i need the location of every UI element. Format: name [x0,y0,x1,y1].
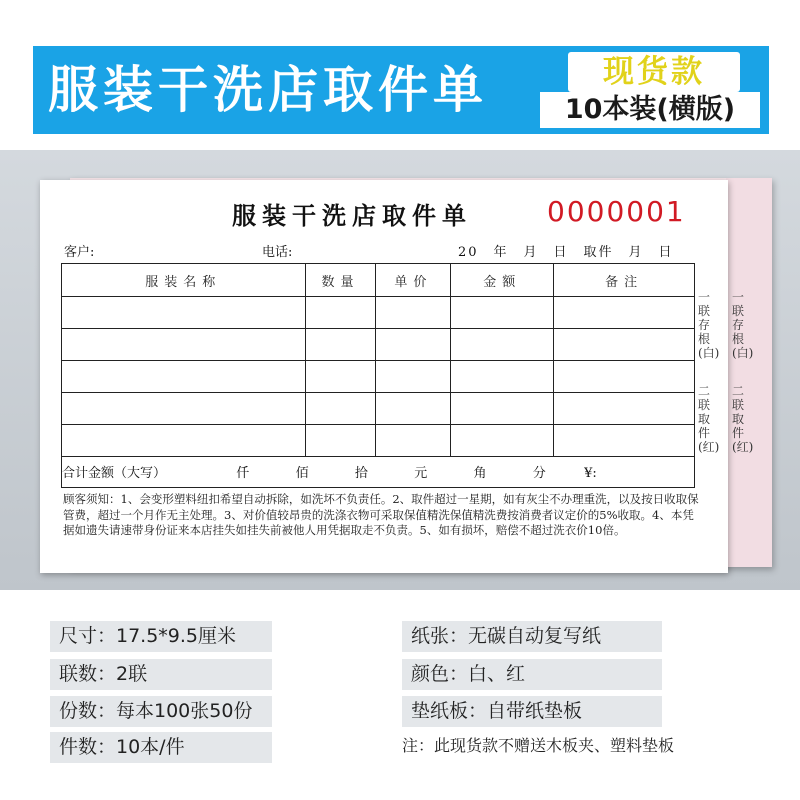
spec-sets: 份数：每本100张50份 [50,696,272,727]
table-row [62,393,695,425]
unit-jiao: 角 [473,466,487,481]
date-line: 20 年 月 日 取件 月 日 [458,245,674,260]
header-item-name: 服装名称 [62,264,306,297]
unit-yuan: 元 [414,466,428,481]
header-unit-price: 单价 [376,264,451,297]
pink-side-label [732,290,752,454]
side-label-2: 二联取件(红) [698,384,720,454]
spec-note: 注：此现货款不赠送木板夹、塑料垫板 [402,736,675,755]
pink-side-label-2: 二联取件(红) [732,384,754,454]
side-label-1: 一联存根(白) [698,290,720,360]
customer-label: 客户: [64,245,95,260]
table-row [62,297,695,329]
badge-pack-info: 10本装(横版) [540,92,760,128]
unit-shi: 拾 [354,466,368,481]
header-quantity: 数量 [305,264,376,297]
spec-pad: 垫纸板：自带纸垫板 [402,696,662,727]
form-title: 服装干洗店取件单 [232,201,472,230]
table-row [62,329,695,361]
banner-title: 服装干洗店取件单 [48,61,488,119]
spec-copies: 联数：2联 [50,659,272,690]
table-row [62,425,695,457]
table-header-row [62,264,695,297]
header-remarks: 备注 [554,264,695,297]
total-label: 合计金额（大写） [62,466,167,481]
pink-side-label-1: 一联存根(白) [732,290,754,360]
spec-paper: 纸张：无碳自动复写纸 [402,621,662,652]
unit-yen: ¥: [584,466,597,481]
badge-in-stock: 现货款 [568,52,740,92]
phone-label: 电话: [262,245,293,260]
spec-size: 尺寸：17.5*9.5厘米 [50,621,272,652]
serial-number: 0000001 [547,195,686,228]
unit-fen: 分 [532,466,546,481]
total-amount-line [62,462,597,481]
unit-qian: 仟 [236,466,250,481]
unit-bai: 佰 [295,466,309,481]
header-amount: 金额 [451,264,554,297]
table-row [62,361,695,393]
items-table [61,263,695,488]
form-side-label [698,290,720,454]
spec-color: 颜色：白、红 [402,659,662,690]
customer-notice: 顾客须知：1、会变形塑料纽扣希望自动拆除，如洗坏不负责任。2、取件超过一星期，如有灰尘不办理重洗，以及按日收取保管费，超过一个月作无主处理。3、对价值较昂贵的洗涤衣物可采取保值精洗保值精洗费按消费者议定价的5%收取。4、本凭据如遗失请速带身份证来本店挂失如挂失前被他人用凭据取走不负责。5、如有损坏，赔偿不超过洗衣价10倍。 [63,492,699,537]
spec-count: 件数：10本/件 [50,732,272,763]
